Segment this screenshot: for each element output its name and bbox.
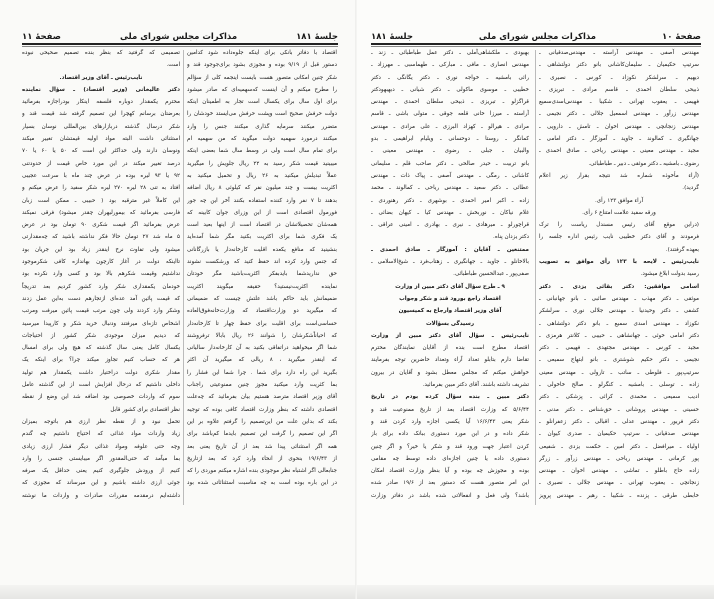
- text-line: محترم یکمقدار دوباره فلسفه اینکار بودراجازه بفرمائید: [22, 99, 180, 106]
- text-line: تقاضا دارم بتابلو تعداد آراء وتعداد حاضرین توجه بفرمایند: [371, 357, 529, 364]
- session-label: جلسهٔ ۱۸۱: [371, 32, 413, 42]
- text-line: غلام نیاکان ـ نوربخش ـ مهندس کیا ـ کیهان بضائی ـ: [371, 209, 529, 216]
- text-line: همه اگر استثنائی پیدا شد بعد از آن تاریخ یعنی بعد: [187, 443, 337, 450]
- text-line: فهیمی ـ یعقوب تهرانی ـ شکیبا ـ مهندس‌اسدی‌سمیع: [539, 99, 699, 106]
- page-number: صفحهٔ ۱۰: [662, 32, 701, 42]
- text-line: میکنند درمورد سهمیه دولت میگوید که من سهمیه ام: [187, 136, 337, 143]
- text-line: مجید ـ کورس ـ مهندس مجتهدی ـ فهیمی ـ دکتر: [539, 345, 699, 352]
- text-line: میبینید قیمت شکر رسید به ۲۲ ریال جلویش را میگیرید: [187, 160, 337, 167]
- text-line: ۵/۶/۴۴ که وزارت اقتصاد بعد از تاریخ ممنوعیت قند و: [371, 406, 529, 413]
- text-line: داخلی داشتیم که درحال افزایش است از این گذشته عامل: [22, 382, 180, 389]
- column-divider: [183, 50, 184, 505]
- text-line: اشخاص تازه‌ای میرفتند ودنبال خرید شکر و کارپیدا میرسید: [22, 320, 180, 327]
- text-line: وچه حتی علوفه ومواد غذائی دیگر فشار ارزی زیادی: [22, 443, 180, 450]
- text-line: عرض بفرمائید اگر قیمت شکری ۹۰ تومان بود در عرض: [22, 222, 180, 229]
- text-line: بانو تربیت ـ حیدر صالحی ـ دکتر صاحب قلم ـ سلیمانی: [371, 160, 529, 167]
- text-line: زیاد واردات مواد غذائی که احتیاج داشتیم چه گندم: [22, 431, 180, 438]
- text-line: دکتر عالیخانی (وزیر اقتصاد) ـ سؤال نماینده: [22, 86, 180, 93]
- text-line: داشته‌ایم درمقدمه مقررات صادرات و واردات ما نوشته: [22, 492, 180, 499]
- text-line: بهبودی ـ ملکشاهی‌آملی ـ دکتر عمل طباطبائی ـ زند ـ: [371, 50, 529, 56]
- text-line: والبیان ـ جبلی ـ رضوی ـ مهندس معینی ـ: [371, 148, 529, 155]
- text-line: که دیدیم میزان موجودی شکر کشور از احتیاجات: [22, 332, 180, 339]
- text-line: متضرر میکنند سرمایه گذاری میکنند جنس را وارد: [187, 123, 337, 130]
- text-line: فارسی بفرمائید که بیمورلیهران چقدر میشود) فرقی نمیکند: [22, 209, 180, 216]
- text-line: است.: [166, 62, 180, 69]
- page-header-left: [22, 30, 338, 42]
- text-line: تحمل نبود و از نقطه نظر ارزی هم باتوجه بمیزان: [22, 418, 180, 425]
- header-rule: [22, 43, 338, 45]
- text-line: کشفی ـ دکتر وحیدنیا ـ مهندس جلالی نوری ـ سرلشکر: [539, 308, 699, 315]
- text-line: در این باره بوده است به چه مناسبت استثنائاتی شده بود: [187, 480, 337, 487]
- text-line: تااینکه دولت در آغاز کارچون بهاندازه کافی شکرموجود: [22, 259, 180, 266]
- text-line: اقتصاد راجع بورود قند و شکر وجواب: [399, 295, 501, 302]
- text-line: سوم که واردات خصوصی بود اضافه شد این وضع از نقطه: [22, 394, 180, 401]
- text-column-left: [371, 47, 529, 502]
- text-line: اولیاء ـ میرافضل ـ دکتر امین ـ حکمت یزدی ـ شفیعی: [539, 443, 699, 450]
- text-line: دکتر فریور ـ مهندس عدلی ـ اقبالی ـ دکتر زعفرانلو ـ: [539, 418, 699, 425]
- text-line: درصد تغییر میکند در این مورد خاص قیمت از حدودتنی: [22, 160, 180, 167]
- text-line: ممتنعین ـ آقایان : آموزگار ـ صادق احمدی ـ: [371, 246, 529, 253]
- text-line: مهندس زنجانچی ـ مهندس اخوان ـ تامش ـ دارویی ـ: [539, 123, 699, 130]
- text-line: دکتر مبین ـ بنده سؤال کرده بودم در تاریخ: [371, 394, 529, 401]
- text-line: نکوزاد ـ مهندس اسدی سمیع ـ بانو دکتر دولتشاهی ـ: [539, 320, 699, 327]
- text-line: گردید).: [682, 185, 699, 192]
- text-line: خابطی طرقی ـ پزنده ـ شکیبا ـ رهبر ـ مهندس پرویز: [539, 492, 699, 499]
- text-line: ونوسان دارند ولی حداکثر این است که ۵۰ یا ۶۰ یا ۷۰: [22, 148, 180, 155]
- text-line: بوده و مجوزش چه بوده و آیا بنظر وزارت اقتصاد امکان: [371, 468, 529, 475]
- page-header-right: [371, 30, 701, 42]
- text-line: خواهش میکنم که مجلس معطل بشود و آقایان در بیرون: [371, 369, 529, 376]
- text-line: اقتصاد مطرح است بنده از آقایان نمایندگان محترم: [371, 345, 529, 352]
- text-line: صفی‌پور ـ عبدالحسین طباطبائی.: [453, 271, 529, 278]
- text-line: دستوری داده یا چنین اجازه‌ای داده توسط چه مقامی: [371, 455, 529, 462]
- text-line: (آراء مأخوذه شماره شد نتیجه بقرار زیر اعلام: [539, 172, 699, 179]
- text-line: این امر متصور هست که دستور بعد از ۱۹/۶ صادر شده: [371, 480, 529, 487]
- text-line: آقای وزیر اقتصاد وارجاع به کمیسیون: [398, 308, 502, 315]
- text-line: حسینی ـ مهندس پروشانی ـ حق‌شناس ـ دکتر مدنی ـ: [539, 406, 699, 413]
- text-line: افتاد به تنی ۲۸ لیره ۲۷۰ لیره شکر سفید را عرض میکنم و: [22, 185, 180, 192]
- text-line: اسامی موافقین: دکتر بقائی یزدی ـ دکتر: [539, 283, 699, 290]
- text-line: فورمول اقتصادی است از این وزرای جوان کابینه که: [187, 209, 337, 216]
- text-line: بالاخانلو ـ جاوید ـ جهانگیری ـ زهتاب‌فرد ـ شیخ‌الاسلامی ـ: [371, 259, 529, 266]
- text-line: کردن اعتبار جهت ورود قند و شکر یا خیر؟ و اگر چنین: [371, 443, 529, 450]
- text-line: تشریف داشته باشند. آقای دکتر مبین بفرمائید.: [422, 382, 529, 389]
- text-line: زنجانچی ـ یعقوب تهرانی ـ مهندس جلالی ـ نصیری ـ: [539, 480, 699, 487]
- text-line: نماینده اکثریت‌نیستید؟ حقیقه میگویند اکثریت: [187, 283, 337, 290]
- text-line: استثنائی داشت البته مواد اولیه قیمتشان تغییر میکند: [22, 136, 180, 143]
- text-line: زاده حاج باطلو ـ تماشی ـ مهندس اخوان ـ مهندس: [539, 468, 699, 475]
- text-line: ورقه سفید علامت امتناع ۶ رأی.: [582, 209, 656, 216]
- text-line: کنیم از ورودش جلوگیری کنیم یعنی حداقل یک صرفه: [22, 468, 180, 475]
- text-line: باشد؟ ولی فعل و انفعالاتی شده باشد در دفاتر وزارت: [371, 492, 529, 499]
- text-line: شکر یعنی ۱۶/۶/۴۳ آیا یکسی اجازه وارد کردن قند و: [371, 418, 529, 425]
- text-line: اقتصاد با دفاتر بانکی برای اینکه جلوه‌داده شود کدامین: [187, 50, 337, 56]
- session-label: جلسهٔ ۱۸۱: [296, 32, 338, 42]
- text-line: بکند که بداین علت من این‌تصمیم را گرفتم علاوه بر این: [187, 418, 337, 425]
- text-line: اگر این تصمیم را گرفت این تصمیم بایدما کم‌باشد برای: [187, 431, 337, 438]
- text-line: حق ندارید‌شما باید‌بفکر اکثریت‌باشید مگر خودتان: [187, 271, 337, 278]
- text-line: مهندس انصاری ـ مافی ـ مبارکی ـ طهماسبی ـ مهرزاد ـ: [371, 62, 529, 69]
- text-line: مرادی ـ هیرالو ـ کهزاد البرزی ـ علی مرادی ـ مهندس: [371, 123, 529, 130]
- text-line: نایب‌رئیس ـ لایحه با ۱۲۳ رأی موافق به تصویب: [539, 259, 699, 266]
- text-line: اکثریت بیست و چند میلیون نفر که کیلوئی ۸ ریال اضافه: [187, 185, 337, 192]
- text-line: وشکر وارد کردند ولی چون مرتب قیمت پائین میرفت ومرتب: [22, 308, 180, 315]
- text-line: دستور قبل از ۹/۱۹ بوده و مجوزی بشود برای‌جوجود قند و: [187, 62, 337, 69]
- text-line: نجیمی ـ دکتر حکیم شوشتری ـ بانو ابتهاج سمیعی ـ: [539, 357, 699, 364]
- text-line: شکر چنین امکانی متصور هست بایست اینجمه کلی از سؤالم: [187, 74, 337, 81]
- text-line: ۹۲ یا ۹۳ لیره بوده در عرض چند ماه با سرعت عجیبی: [22, 172, 180, 179]
- text-line: مهندس صدقیانی ـ سرتیپ حکیمیان ـ صدری کیوان ـ: [539, 431, 699, 438]
- text-line: قراگزلو ـ تبریزی ـ ذبیحی سلطان احمدی ـ مهندس: [371, 99, 529, 106]
- text-line: ۵ ماه شد ۲۷ تومان حالا فکر نداشته باشید که چه‌مقدارتی: [22, 234, 180, 241]
- text-line: آقای وزیر اقتصاد مترصد هستیم بیان بفرمائید که چه‌علت: [187, 394, 337, 401]
- text-line: یکسال کامل یعنی سال گذشته که هیچ ولی برای امسال: [22, 345, 180, 352]
- text-line: که جنس وارد کرده اند حفظ کنید که ورشکست نشوند: [187, 259, 337, 266]
- text-line: عطائی ـ دکتر سعید ـ مهندس ریاحی ـ کمالوند ـ محمد: [371, 185, 529, 192]
- text-line: پور کرمانی ـ مهندس ریاحی ـ مهندس زرآور ـ زرگر: [539, 455, 699, 462]
- text-line: برای اول سال برای یکسال است تجار به اطمینان اینکه: [187, 99, 337, 106]
- text-column-right: [539, 47, 699, 502]
- text-line: سرتیپ‌پور ـ فلوطی ـ ساتب ـ تارولی ـ مهندس معینی: [539, 369, 699, 376]
- scan-edge: [0, 585, 357, 599]
- text-line: بعهده گرفتند).: [665, 246, 699, 253]
- text-line: بما کثریت وارد میکنید مجوز چنین ممنوعیتی راجناب: [187, 382, 337, 389]
- text-line: ادیب سمیعی ـ محمدی ـ کرائی ـ پزشکی ـ دکتر: [539, 394, 699, 401]
- text-line: رسید بدولت ابلاغ میشود.: [640, 271, 699, 278]
- text-line: آراسته ـ میرزا خانی قلعه جوقی ـ متولی باشی ـ قاسم: [371, 111, 529, 118]
- text-line: مهندس آصفی ـ مهندس آراسته ـ مهندس‌صدقیانی ـ: [539, 50, 699, 56]
- header-title: مذاکرات مجلس شورای ملی: [119, 32, 238, 42]
- text-line: فرمودند و آقای دکتر خطیبی نایب رئیس اداره جلسه را: [539, 234, 699, 241]
- text-line: میشود ولی تفاوت نرخ اینقدر زیاد بود این جریان بود: [22, 246, 180, 253]
- text-line: تصمیمی که گرفتید که بنظر بنده تصمیم صحیحی نبوده: [22, 50, 180, 56]
- text-line: که اینقدر میگیرید ، ۸ ریالی که میگیرید آن اکثر: [187, 357, 337, 364]
- text-line: زاده ـ اکبر امیر احمدی ـ بوشهری ـ دکتر رهنوردی ـ: [371, 197, 529, 204]
- text-line: خودمان یکمقداری شکر وارد کشور کردیم بعد تدریجاً: [22, 283, 180, 290]
- text-line: اقتصادی داشته که بنظر وزارت اقتصاد کافی بوده که توجیه: [187, 406, 337, 413]
- text-line: برای تمام سال است ولی در وسط سال شما بعضی اینکه: [187, 148, 337, 155]
- page-number: صفحهٔ ۱۱: [22, 32, 61, 42]
- text-line: کمانگر ـ روستا ـ دوحسانی ـ ویلیام ابراهیمی ـ بدو: [371, 136, 529, 143]
- text-line: ۹ ـ طرح سؤال آقای دکتر مبین از وزارت: [395, 283, 505, 290]
- page-right: [357, 0, 714, 599]
- text-line: آراء موافق ۱۲۳ رأی.: [595, 197, 643, 204]
- text-line: جنابعالی اگر اشتباه نظر موجودی بنده اشاره میکنم موردی را که: [187, 468, 337, 475]
- text-line: این کاملاً غیر مترقبه بود ( حبیبی ـ ممکن است زبان: [22, 197, 180, 204]
- text-line: بنشینید که منافع یکعده اقلیت کارخانه‌دار یا بازرگانانی: [187, 246, 337, 253]
- text-line: رسیدگی بسؤالات: [425, 320, 475, 327]
- text-line: بدهند تا ۷ نفر وارد کننده استفاده بکنند آخر این چه جور: [187, 197, 337, 204]
- text-line: کاشانی ـ رمگی ـ مهندس آصفی ـ پیاک ذات ـ مهندس: [371, 172, 529, 179]
- text-line: رضوی ـ بامشیه ـ دکتر موثقی ـ دبیر ـ طباطبائی.: [588, 160, 699, 167]
- text-line: رائی بامشیه ـ خواجه نوری ـ دکتر یگانگی ـ دکتر: [371, 74, 529, 81]
- header-title: مذاکرات مجلس شورای ملی: [478, 32, 597, 42]
- text-line: که قیمت پائین آمد عده‌ای ازتجارهم دست به‌این عمل زدند: [22, 295, 180, 302]
- header-rule: [371, 43, 701, 45]
- text-line: ضمیمانش باید حاکم باشد علتش چیست که ضمیمانی: [187, 295, 337, 302]
- text-line: که احیاناًشکرشان را شوانند ۲۶ ریال بابالا ترفروشند: [187, 332, 337, 339]
- text-line: سرتیپ حکیمیان ـ سلیمان‌کاشانی بانو دکتر دولتشاهی ـ: [539, 62, 699, 69]
- text-line: نداشتیم وقیمت شکرهم بالا بود و کسی وارد نکرده بود: [22, 271, 180, 278]
- scan-edge: [357, 585, 714, 599]
- text-line: از ۱۹/۶/۴۳ بنحوی از انحاء وارد کرد که بعد ازتاریخ: [187, 455, 337, 462]
- text-line: که میگیرید دو وزارت‌اقتصاد که وزارت‌خانه‌فوق‌العاده: [187, 308, 337, 315]
- text-line: جوئی ارزی داشته باشیم و این میرساند که مجوزی که: [22, 480, 180, 487]
- text-line: مقدار شکری دولت دراختیار داشت یکمقدار هم تولید: [22, 369, 180, 376]
- text-line: دکتر امامی خوئی ـ جهانشاهی ـ حبیبی ـ کلانتر هرمزی ـ: [539, 332, 699, 339]
- text-line: مجید ـ مهندس معینی ـ مهندس ریاحی ـ صادق احمدی ـ: [539, 148, 699, 155]
- text-line: جهانگیری ـ کمالوند ـ جاوید ـ آموزگار ـ دکتر امامی ـ: [539, 136, 699, 143]
- text-line: شما اگر میخواهید دراتفاقی بکنید به آن کارخانه‌دار سالیانی: [187, 345, 337, 352]
- text-line: نایب‌رئیس ـ آقای وزیر اقتصاد.: [59, 74, 143, 81]
- text-line: موثقی ـ دکتر مهذب ـ مهندس صائبی ـ بانو جهانبانی ـ: [539, 295, 699, 302]
- column-divider: [535, 50, 536, 505]
- text-line: همه‌شان تحصیلاتشان در اقتصاد است از اینها بعید است: [187, 222, 337, 229]
- text-line: حساسی‌است برای اقلیت برای حفظ چهار تا کارخانه‌دار: [187, 320, 337, 327]
- text-line: دکتر یزدان پناه.: [493, 234, 529, 241]
- text-line: زاده ـ توسلی ـ بامشیه ـ کنگرلو ـ صالح خاخولی ـ: [539, 382, 699, 389]
- text-line: عملاً تبدیلش میکنید به ۲۶ ریال و تحمیل میکنید به: [187, 172, 337, 179]
- text-line: خطیبی ـ موسوی ماکولی ـ دکتر شیانی ـ دبهبهودکتر: [371, 86, 529, 93]
- text-line: قراچورلو ـ میرهادی ـ نیری ـ بهادری ـ امینی عراقی ـ: [371, 222, 529, 229]
- text-line: نظر اقتصادی برای کشور قابل: [110, 406, 180, 413]
- text-line: بعرضتان برسانم کهچرا این تصمیم گرفته شد قیمت قند و: [22, 111, 180, 118]
- text-column-right: [187, 47, 337, 490]
- text-line: ذبیحی سلطان احمدی ـ قاسم مرادی ـ تبریزی ـ: [539, 86, 699, 93]
- text-line: مهندس زرآور ـ مهندس اسمعیل جلالی ـ دکتر نجیمی ـ: [539, 111, 699, 118]
- text-column-left: [22, 47, 180, 502]
- text-line: دولت حرفش صحیح است وپشت حرفش می‌ایستد خودشان را: [187, 111, 337, 118]
- text-line: شکر داده و در این مورد دستوری ببانک داده برای باز: [371, 431, 529, 438]
- text-line: شکر درسال گذشته دربازارهای بین‌المللی نوسان بسیار: [22, 123, 180, 130]
- text-line: بگیرید این راه دارد برای شما . چرا شما این فشار را: [187, 369, 337, 376]
- text-line: دیهیم ـ سرلشکر نکوزاد ـ کورس ـ نصیری ـ: [539, 74, 699, 81]
- text-line: نایب‌رئیس ـ سؤال آقای دکتر مبین از وزارت: [371, 332, 529, 339]
- text-line: یک فکری شما برای اکثریت بکنید مگر شما آمده‌اید: [187, 234, 337, 241]
- text-line: بما میآمد که حتی‌المقدور اگر میبایستی جنسی را وارد: [22, 455, 180, 462]
- text-line: (دراین موقع آقای رئیس مسندل ریاست را ترک: [539, 222, 699, 229]
- text-line: هر که حساب کنیم تجاوز میکند چرا؟ برای اینکه یک: [22, 357, 180, 364]
- text-line: را مطرح میکنم و آن اینست که‌سهمیه‌ای که صادر میشود: [187, 86, 337, 93]
